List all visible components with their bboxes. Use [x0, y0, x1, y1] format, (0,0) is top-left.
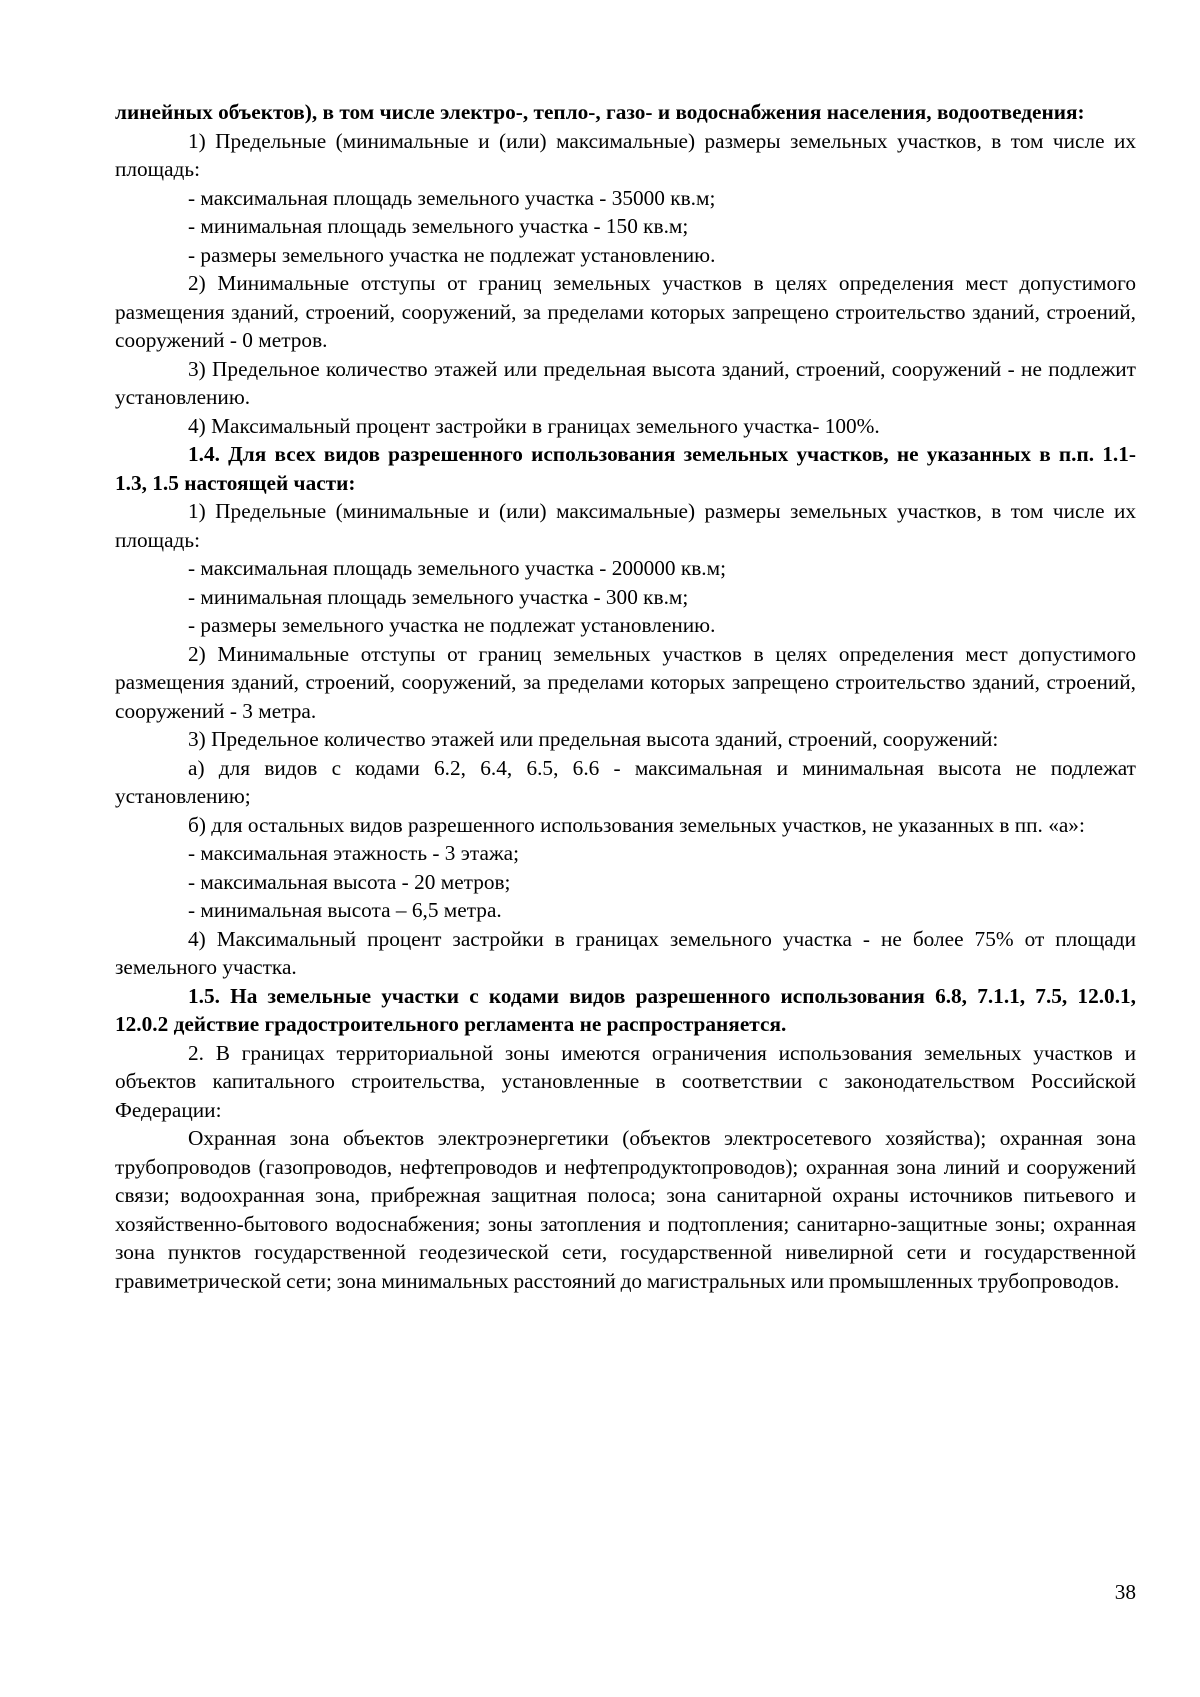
list-item-other-b: б) для остальных видов разрешенного использования земельных участков, не указанных в пп. «а»: — [188, 812, 1085, 837]
list-item-max-height: - максимальная высота - 20 метров; — [188, 869, 511, 894]
paragraph-coverage: 4) Максимальный процент застройки в границах земельного участка - не более 75% от площади земельного участка. — [115, 926, 1136, 979]
list-item-max-floors: - максимальная этажность - 3 этажа; — [188, 841, 520, 865]
paragraph-size-limits: 1) Предельные (минимальные и (или) максимальные) размеры земельных участков, в том числе их площадь: — [115, 499, 1136, 552]
paragraph-floors: 3) Предельное количество этажей или предельная высота зданий, строений, сооружений - не подлежит установлению. — [115, 356, 1136, 409]
list-item-dimensions: - размеры земельного участка не подлежат установлению. — [188, 613, 716, 637]
list-item-dimensions: - размеры земельного участка не подлежат установлению. — [188, 242, 716, 267]
section-continuation-heading: линейных объектов), в том числе электро-, тепло-, газо- и водоснабжения населения, водоотведения: — [115, 100, 1085, 124]
section-heading-1-5: 1.5. На земельные участки с кодами видов разрешенного использования 6.8, 7.1.1, 7.5, 12.0.1, 12.0.2 действие градостроительного регламента не распространяется. — [115, 983, 1136, 1036]
list-item-min-height: - минимальная высота – 6,5 метра. — [188, 898, 502, 922]
list-item-codes-a: а) для видов с кодами 6.2, 6.4, 6.5, 6.6 - максимальная и минимальная высота не подлежат установлению; — [115, 755, 1136, 808]
list-item-max-area: - максимальная площадь земельного участка - 35000 кв.м; — [188, 185, 716, 210]
paragraph-coverage: 4) Максимальный процент застройки в границах земельного участка- 100%. — [188, 413, 880, 438]
page-number: 38 — [1114, 1580, 1136, 1604]
paragraph-setbacks: 2) Минимальные отступы от границ земельных участков в целях определения мест допустимого размещения зданий, строений, сооружений, за пределами которых запрещено строительство зданий, строений, сооружений - 3 метра. — [115, 641, 1136, 723]
paragraph-restrictions: 2. В границах территориальной зоны имеются ограничения использования земельных участков и объектов капитального строительства, установленные в соответствии с законодательством Российской Федерации: — [115, 1040, 1136, 1122]
paragraph-size-limits: 1) Предельные (минимальные и (или) максимальные) размеры земельных участков, в том числе их площадь: — [115, 128, 1136, 181]
section-heading-1-4: 1.4. Для всех видов разрешенного использования земельных участков, не указанных в п.п. 1.1- 1.3, 1.5 настоящей части: — [115, 442, 1136, 495]
paragraph-floors: 3) Предельное количество этажей или предельная высота зданий, строений, сооружений: — [188, 727, 999, 751]
list-item-min-area: - минимальная площадь земельного участка - 300 кв.м; — [188, 584, 689, 609]
paragraph-setbacks: 2) Минимальные отступы от границ земельных участков в целях определения мест допустимого размещения зданий, строений, сооружений, за пределами которых запрещено строительство зданий, строений, сооружений - 0 метров. — [115, 271, 1136, 352]
list-item-max-area: - максимальная площадь земельного участка - 200000 кв.м; — [188, 556, 727, 580]
paragraph-protection-zones: Охранная зона объектов электроэнергетики (объектов электросетевого хозяйства); охранная зона трубопроводов (газопроводов, нефтепроводов и нефтепродуктопроводов); охранная зона линий и сооружений связи; водоохранная зона, прибрежная защитная полоса; зона санитарной охраны источников питьевого и хозяйственно-бытового водоснабжения; зоны затопления и подтопления; санитарно-защитные зоны; охранная зона пунктов государственной геодезической сети, государственной нивелирной сети и государственной гравиметрической сети; зона минимальных расстояний до магистральных или промышленных трубопроводов. — [115, 1126, 1136, 1293]
list-item-min-area: - минимальная площадь земельного участка - 150 кв.м; — [188, 214, 689, 238]
document-body — [115, 98, 1136, 1295]
